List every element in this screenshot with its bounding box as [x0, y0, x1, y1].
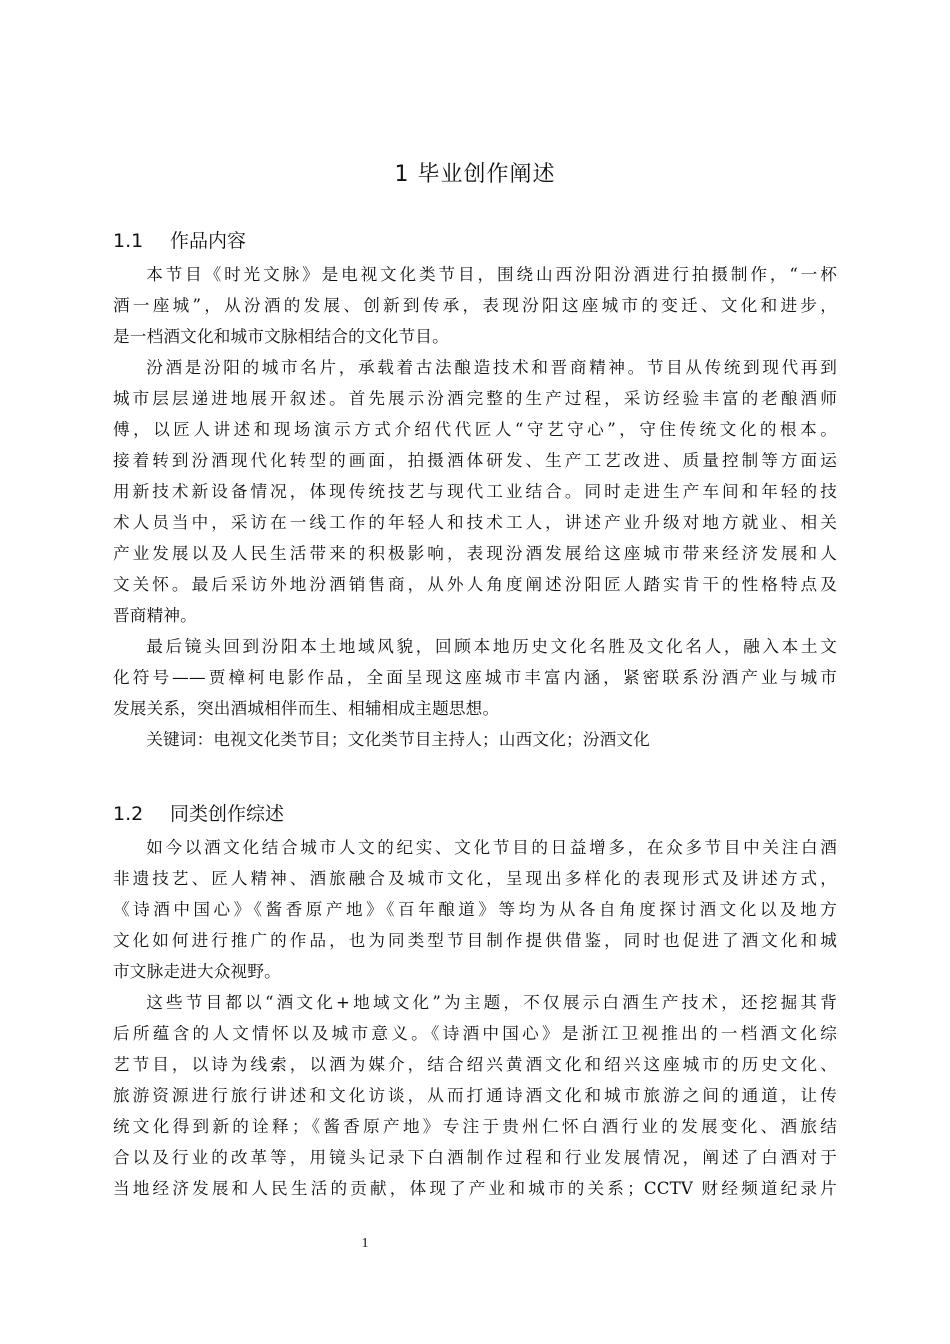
- text-line: 晋商精神。: [113, 606, 197, 625]
- text-line: 汾酒是汾阳的城市名片，承载着古法酿造技术和晋商精神。节目从传统到现代再到: [146, 358, 837, 377]
- paragraph: [113, 259, 837, 352]
- text-line: 城市层层递进地展开叙述。首先展示汾酒完整的生产过程，采访经验丰富的老酿酒师: [113, 389, 837, 408]
- section-1-2: [113, 800, 837, 1204]
- text-line: 市文脉走进大众视野。: [113, 962, 281, 981]
- text-line: 合以及行业的改革等，用镜头记录下白酒制作过程和行业发展情况，阐述了白酒对于: [113, 1148, 837, 1167]
- text-line: 用新技术新设备情况，体现传统技艺与现代工业结合。同时走进生产车间和年轻的技: [113, 482, 837, 501]
- text-line: 旅游资源进行旅行讲述和文化访谈，从而打通诗酒文化和城市旅游之间的通道，让传: [113, 1086, 837, 1105]
- text-line: 艺节目，以诗为线索，以酒为媒介，结合绍兴黄酒文化和绍兴这座城市的历史文化、: [113, 1055, 837, 1074]
- text-line: 文化如何进行推广的作品，也为同类型节目制作提供借鉴，同时也促进了酒文化和城: [113, 931, 837, 950]
- text-line: 术人员当中，采访在一线工作的年轻人和技术工人，讲述产业升级对地方就业、相关: [113, 513, 837, 532]
- chapter-title: 1 毕业创作阐述: [394, 162, 556, 187]
- text-line: 产业发展以及人民生活带来的积极影响，表现汾酒发展给这座城市带来经济发展和人: [113, 544, 837, 563]
- text-line: 是一档酒文化和城市文脉相结合的文化节目。: [113, 327, 449, 346]
- paragraph: [113, 832, 837, 987]
- text-line: 本节目《时光文脉》是电视文化类节目，围绕山西汾阳汾酒进行拍摄制作，“一杯: [146, 265, 837, 284]
- section-number: 1.1: [113, 230, 144, 252]
- section-title: 同类创作综述: [170, 803, 285, 825]
- text-line: 后所蕴含的人文情怀以及城市意义。《诗酒中国心》是浙江卫视推出的一档酒文化综: [113, 1024, 837, 1043]
- paragraph: [113, 631, 837, 724]
- text-line: 文关怀。最后采访外地汾酒销售商，从外人角度阐述汾阳匠人踏实肯干的性格特点及: [113, 575, 837, 594]
- text-line: 当地经济发展和人民生活的贡献，体现了产业和城市的关系；CCTV 财经频道纪录片: [113, 1179, 837, 1198]
- page-number: 1: [361, 1236, 369, 1251]
- paragraph: [113, 352, 837, 631]
- section-1-1: [113, 227, 837, 755]
- text-line: 接着转到汾酒现代化转型的画面，拍摄酒体研发、生产工艺改进、质量控制等方面运: [113, 451, 837, 470]
- text-line: 这些节目都以“酒文化+地域文化”为主题，不仅展示白酒生产技术，还挖掘其背: [146, 993, 837, 1012]
- section-number: 1.2: [113, 803, 144, 825]
- text-line: 《诗酒中国心》《酱香原产地》《百年酿道》等均为从各自角度探讨酒文化以及地方: [113, 900, 837, 919]
- text-line: 化符号——贾樟柯电影作品，全面呈现这座城市丰富内涵，紧密联系汾酒产业与城市: [113, 668, 837, 687]
- text-line: 最后镜头回到汾阳本土地域风貌，回顾本地历史文化名胜及文化名人，融入本土文: [146, 637, 837, 656]
- section-title: 作品内容: [170, 230, 247, 252]
- text-line: 傅，以匠人讲述和现场演示方式介绍代代匠人“守艺守心”，守住传统文化的根本。: [113, 420, 837, 439]
- keywords: [113, 724, 837, 755]
- text-line: 发展关系，突出酒城相伴而生、相辅相成主题思想。: [113, 699, 500, 718]
- paragraph: [113, 987, 837, 1204]
- section-heading: [113, 800, 837, 828]
- text-line: 酒一座城”，从汾酒的发展、创新到传承，表现汾阳这座城市的变迁、文化和进步，: [113, 296, 837, 315]
- section-heading: [113, 227, 837, 255]
- keywords-line: 关键词：电视文化类节目；文化类节目主持人；山西文化；汾酒文化: [146, 730, 650, 749]
- text-line: 统文化得到新的诠释；《酱香原产地》专注于贵州仁怀白酒行业的发展变化、酒旅结: [113, 1117, 837, 1136]
- text-line: 非遗技艺、匠人精神、酒旅融合及城市文化，呈现出多样化的表现形式及讲述方式，: [113, 869, 837, 888]
- text-line: 如今以酒文化结合城市人文的纪实、文化节目的日益增多，在众多节目中关注白酒: [146, 838, 837, 857]
